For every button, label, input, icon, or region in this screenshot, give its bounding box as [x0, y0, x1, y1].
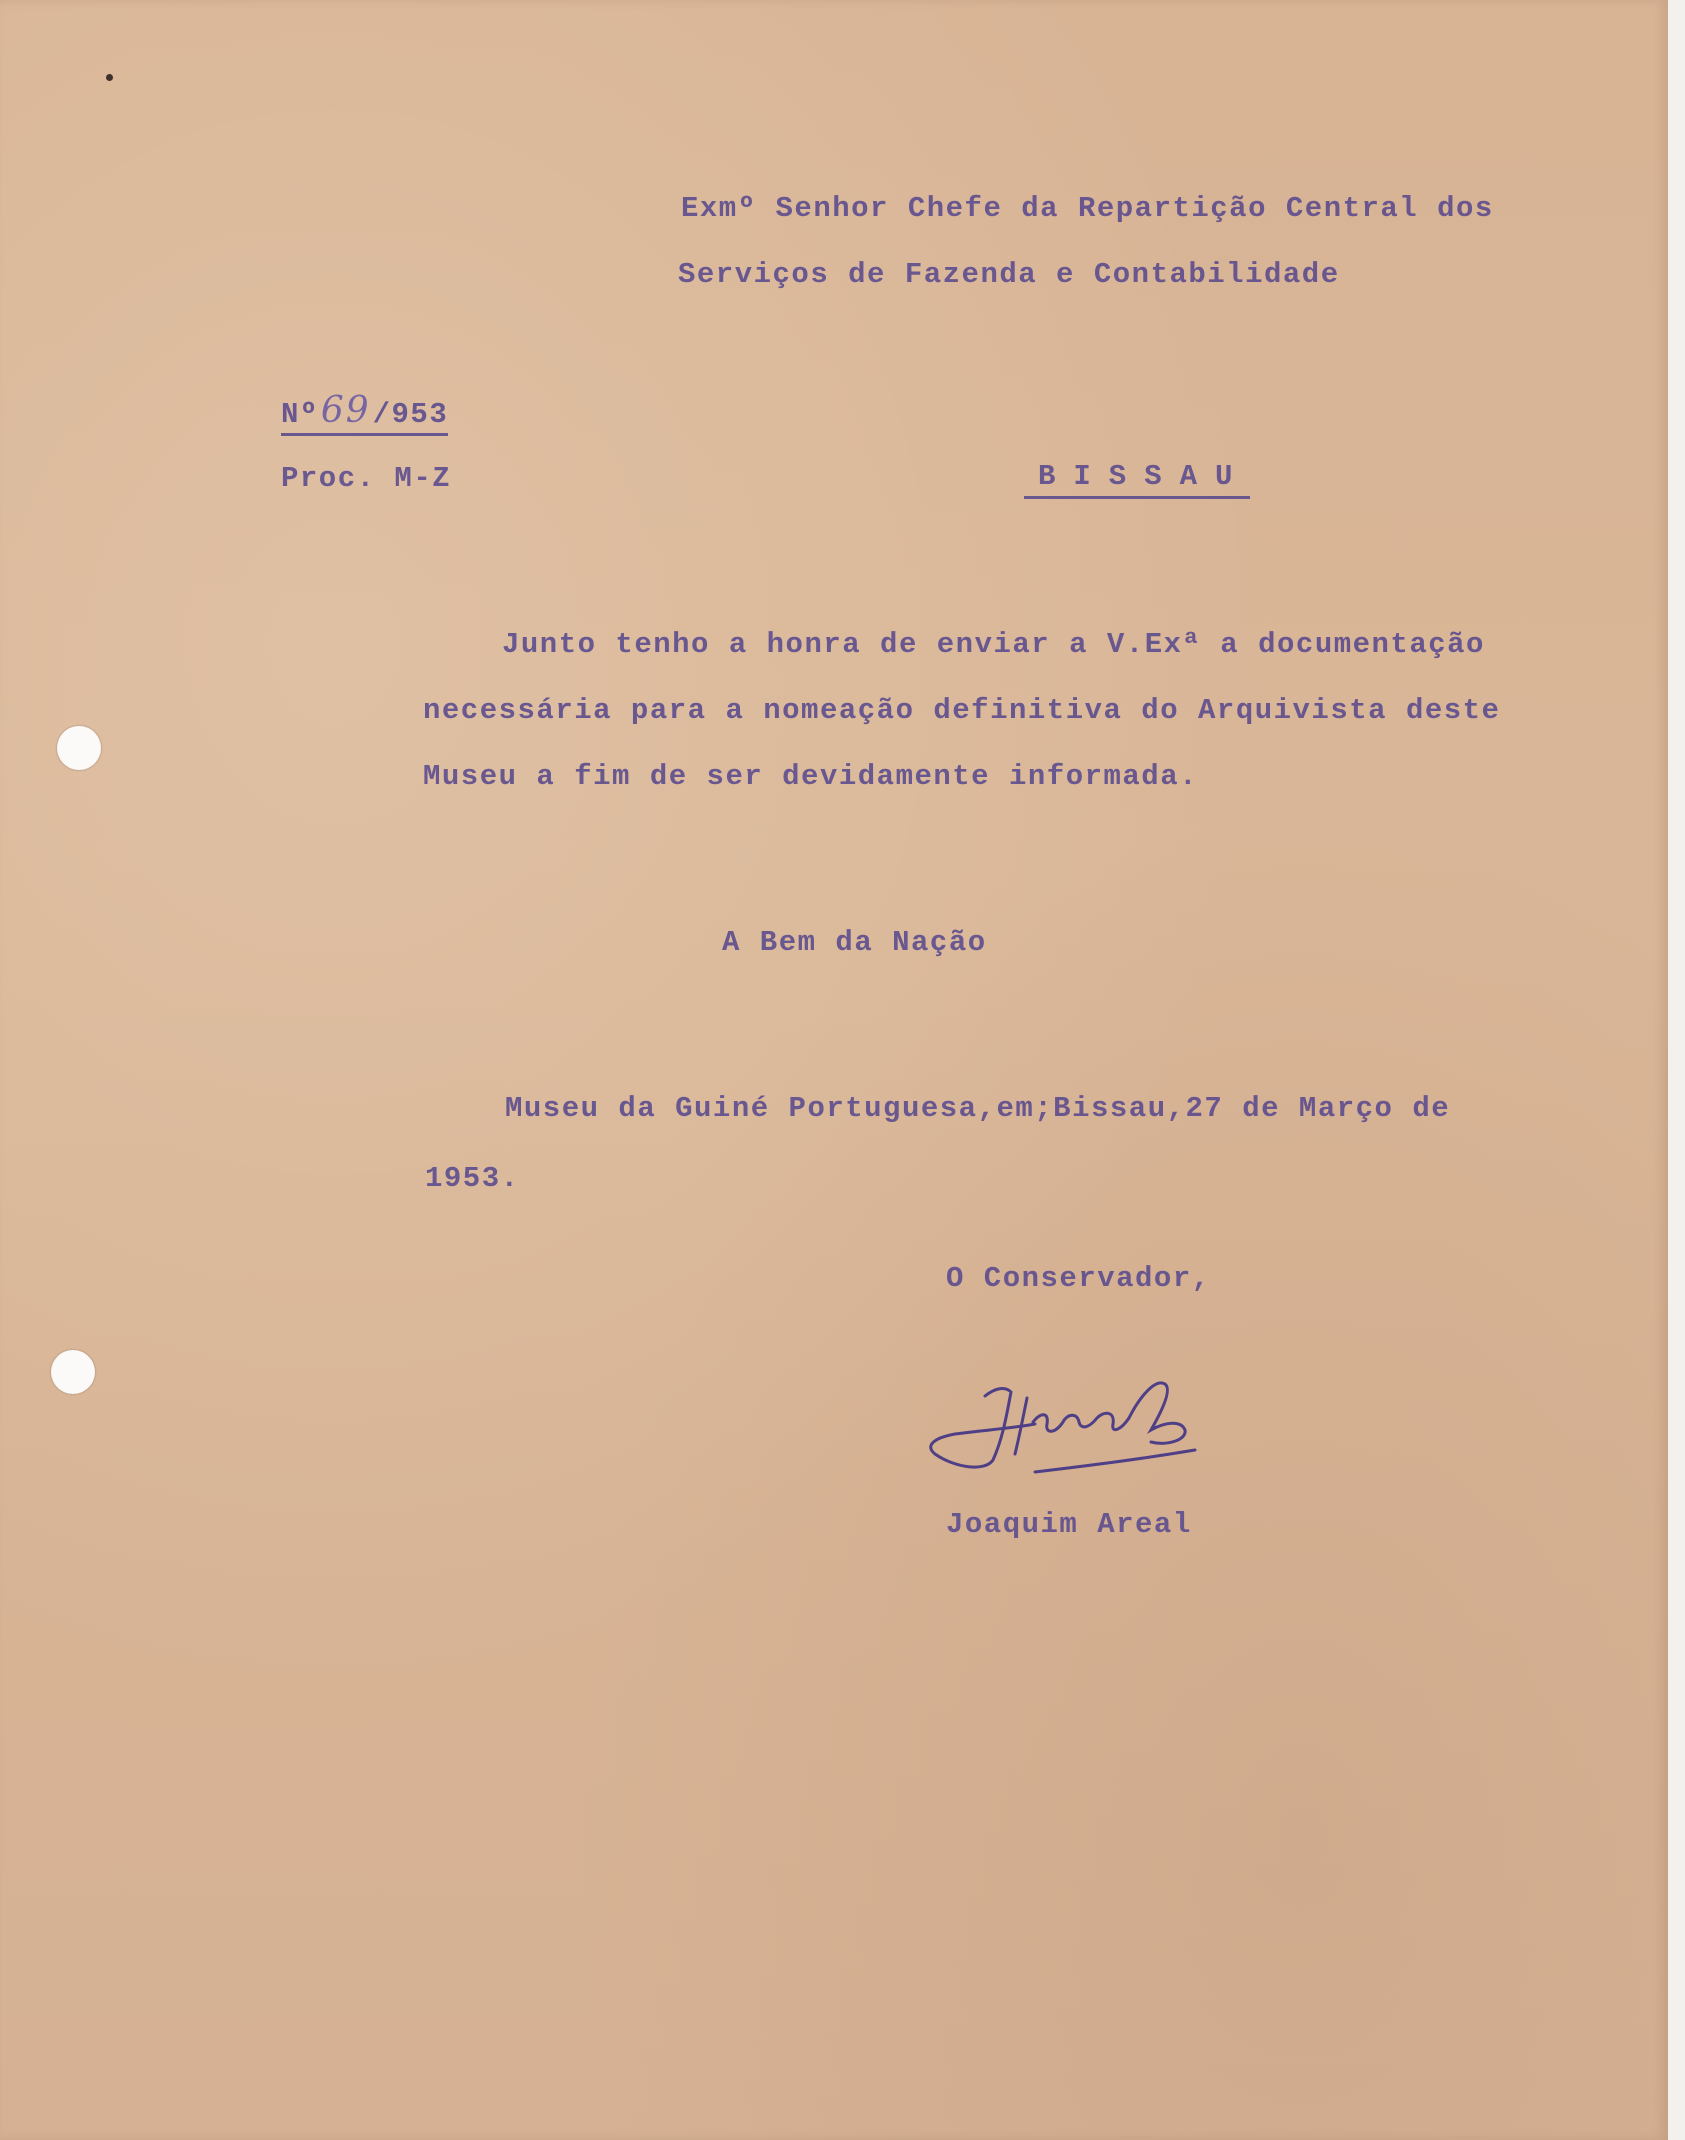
place-date-line-1: Museu da Guiné Portuguesa,em;Bissau,27 de Março de	[505, 1092, 1451, 1125]
body-line-3: Museu a fim de ser devidamente informada.	[423, 760, 1199, 793]
reference-prefix: Nº	[281, 398, 319, 431]
scan-margin	[1668, 0, 1685, 2140]
location-heading: BISSAU	[1024, 460, 1250, 499]
reference-number	[281, 390, 448, 436]
reference-year: /953	[372, 398, 449, 431]
punch-hole-top	[57, 726, 101, 770]
body-line-2: necessária para a nomeação definitiva do Arquivista deste	[423, 694, 1501, 727]
addressee-line-1: Exmº Senhor Chefe da Repartição Central dos	[681, 192, 1494, 225]
addressee-line-2: Serviços de Fazenda e Contabilidade	[678, 258, 1340, 291]
body-line-1: Junto tenho a honra de enviar a V.Exª a documentação	[502, 628, 1485, 661]
handwritten-signature	[915, 1368, 1205, 1478]
ink-speck	[106, 74, 113, 81]
salutation: A Bem da Nação	[722, 926, 987, 959]
place-date-line-2: 1953.	[425, 1162, 520, 1195]
signatory-name: Joaquim Areal	[946, 1508, 1192, 1541]
reference-handwritten-number: 69	[320, 390, 371, 431]
punch-hole-bottom	[51, 1350, 95, 1394]
process-code: Proc. M-Z	[281, 462, 452, 495]
reference-number-underlined	[281, 390, 448, 436]
closing-title: O Conservador,	[946, 1262, 1211, 1295]
